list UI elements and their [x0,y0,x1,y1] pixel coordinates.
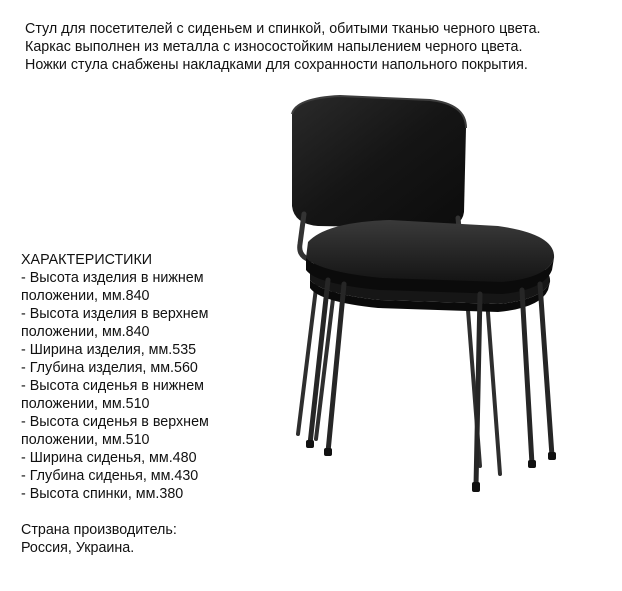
spec-line: положении, мм.840 [21,288,150,304]
spec-line: - Высота сиденья в верхнем [21,414,209,430]
spec-line: - Высота изделия в верхнем [21,306,209,322]
spec-line: - Ширина сиденья, мм.480 [21,450,197,466]
spec-line: положении, мм.510 [21,432,150,448]
leg-caps [306,440,556,492]
origin-label: Страна производитель: [21,522,177,538]
spec-line: - Ширина изделия, мм.535 [21,342,197,358]
description-line-3: Ножки стула снабжены накладками для сохранности напольного покрытия. [25,57,528,73]
backrest [292,96,466,228]
spec-line: - Высота изделия в нижнем [21,270,204,286]
spec-line: положении, мм.510 [21,396,150,412]
spec-line: - Высота спинки, мм.380 [21,486,184,502]
front-legs [310,280,552,486]
spec-line: - Глубина сиденья, мм.430 [21,468,199,484]
description-line-1: Стул для посетителей с сиденьем и спинкой, обитыми тканью черного цвета. [25,21,541,37]
spec-line: положении, мм.840 [21,324,150,340]
spec-line: - Высота сиденья в нижнем [21,378,204,394]
product-description [25,20,615,74]
description-line-2: Каркас выполнен из металла с износостойким напылением черного цвета. [25,39,523,55]
chair-image [270,94,570,514]
origin-value: Россия, Украина. [21,540,135,556]
spacer [21,503,281,521]
specs-heading: ХАРАКТЕРИСТИКИ [21,252,153,268]
specifications [21,251,281,557]
spec-line: - Глубина изделия, мм.560 [21,360,198,376]
